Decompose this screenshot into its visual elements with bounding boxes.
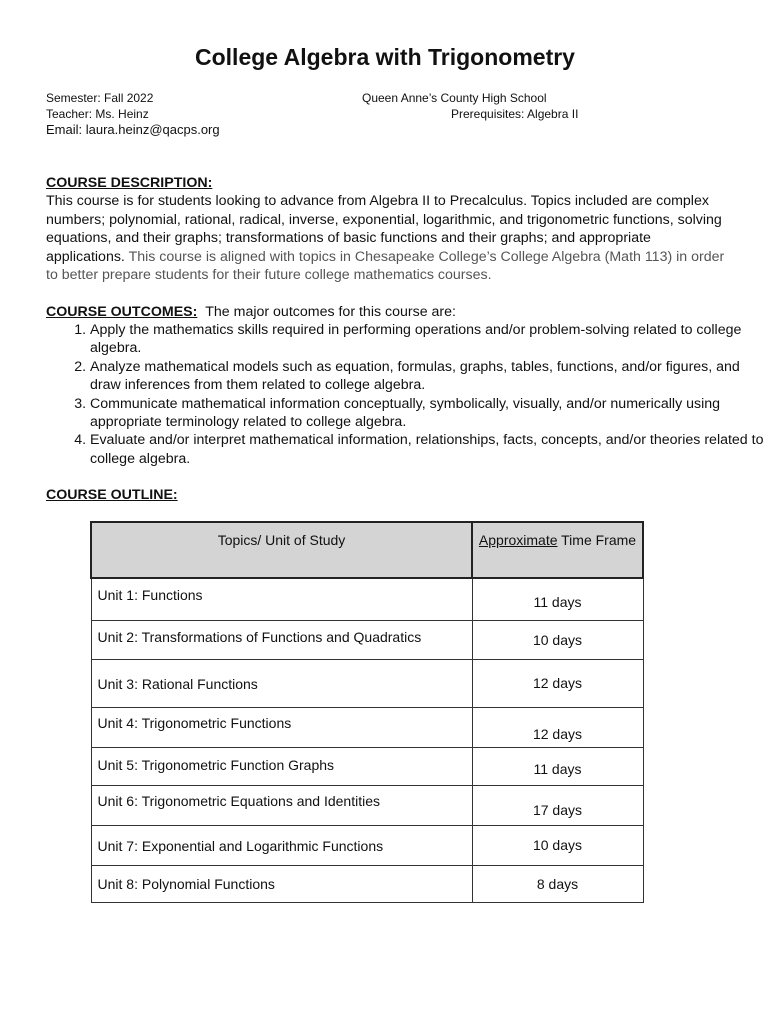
time-cell: 11 days: [472, 578, 643, 620]
table-row: [91, 865, 643, 902]
unit-cell: Unit 4: Trigonometric Functions: [91, 707, 472, 747]
unit-cell: Unit 5: Trigonometric Function Graphs: [91, 747, 472, 785]
table-row: [91, 785, 643, 825]
unit-cell: Unit 7: Exponential and Logarithmic Functions: [91, 825, 472, 865]
unit-cell: Unit 6: Trigonometric Equations and Identities: [91, 785, 472, 825]
course-outcomes-intro: The major outcomes for this course are:: [205, 304, 456, 320]
course-description-alignment: This course is aligned with topics in Chesapeake College’s College Algebra (Math 113) in order to better prepare students for their future college mathematics courses.: [46, 248, 725, 284]
time-column-header-rest: Time Frame: [557, 532, 637, 548]
time-column-header-underlined: Approximate: [478, 532, 558, 548]
prerequisites-label: Prerequisites: Algebra II: [451, 107, 579, 121]
teacher-label: Teacher: Ms. Heinz: [46, 107, 149, 121]
unit-cell: Unit 1: Functions: [91, 578, 472, 620]
unit-cell: Unit 8: Polynomial Functions: [91, 865, 472, 902]
time-cell: 11 days: [472, 747, 643, 785]
page-title: College Algebra with Trigonometry: [195, 44, 575, 70]
time-cell: 10 days: [472, 825, 643, 865]
time-column-header: [472, 522, 643, 578]
unit-cell: Unit 2: Transformations of Functions and Quadratics: [91, 620, 472, 659]
course-description: [46, 174, 726, 284]
table-row: [91, 825, 643, 865]
school-label: Queen Anne’s County High School: [362, 91, 547, 105]
course-description-text: This course is for students looking to advance from Algebra II to Precalculus. Topics included are complex numbers; polynomial, rational, radical, inverse, exponential, logarithmic, and trigonometric functions, solving equations, and their graphs; transformations of basic functions and their graphs; and appropriate applications.: [46, 193, 722, 265]
outcomes-list: [46, 321, 770, 468]
outcome-item: 3. Communicate mathematical information conceptually, symbolically, visually, and/or numerically using appropriate terminology related to college algebra.: [90, 395, 770, 432]
table-row: [91, 747, 643, 785]
time-cell: 8 days: [472, 865, 643, 902]
table-row: [91, 707, 643, 747]
time-cell: 10 days: [472, 620, 643, 659]
outcome-item: 4. Evaluate and/or interpret mathematical information, relationships, facts, concepts, and/or theories related to college algebra.: [90, 431, 770, 468]
topic-column-header: Topics/ Unit of Study: [91, 522, 472, 578]
table-row: [91, 578, 643, 620]
time-cell: 17 days: [472, 785, 643, 825]
email-label: Email: laura.heinz@qacps.org: [46, 122, 220, 137]
table-row: [91, 620, 643, 659]
course-outcomes-heading: COURSE OUTCOMES:: [46, 304, 198, 320]
table-row: [91, 659, 643, 707]
course-outcomes-header: [46, 304, 456, 320]
course-outline-heading: COURSE OUTLINE:: [46, 487, 178, 503]
unit-cell: Unit 3: Rational Functions: [91, 659, 472, 707]
outcome-item: 2. Analyze mathematical models such as equation, formulas, graphs, tables, functions, and/or figures, and draw inferences from them related to college algebra.: [90, 358, 770, 395]
course-outline-table: [90, 521, 644, 903]
semester-label: Semester: Fall 2022: [46, 91, 154, 105]
outcome-item: 1. Apply the mathematics skills required in performing operations and/or problem-solving related to college algebra.: [90, 321, 770, 358]
time-cell: 12 days: [472, 659, 643, 707]
course-description-heading: COURSE DESCRIPTION:: [46, 175, 213, 191]
time-cell: 12 days: [472, 707, 643, 747]
table-header-row: [91, 522, 643, 578]
